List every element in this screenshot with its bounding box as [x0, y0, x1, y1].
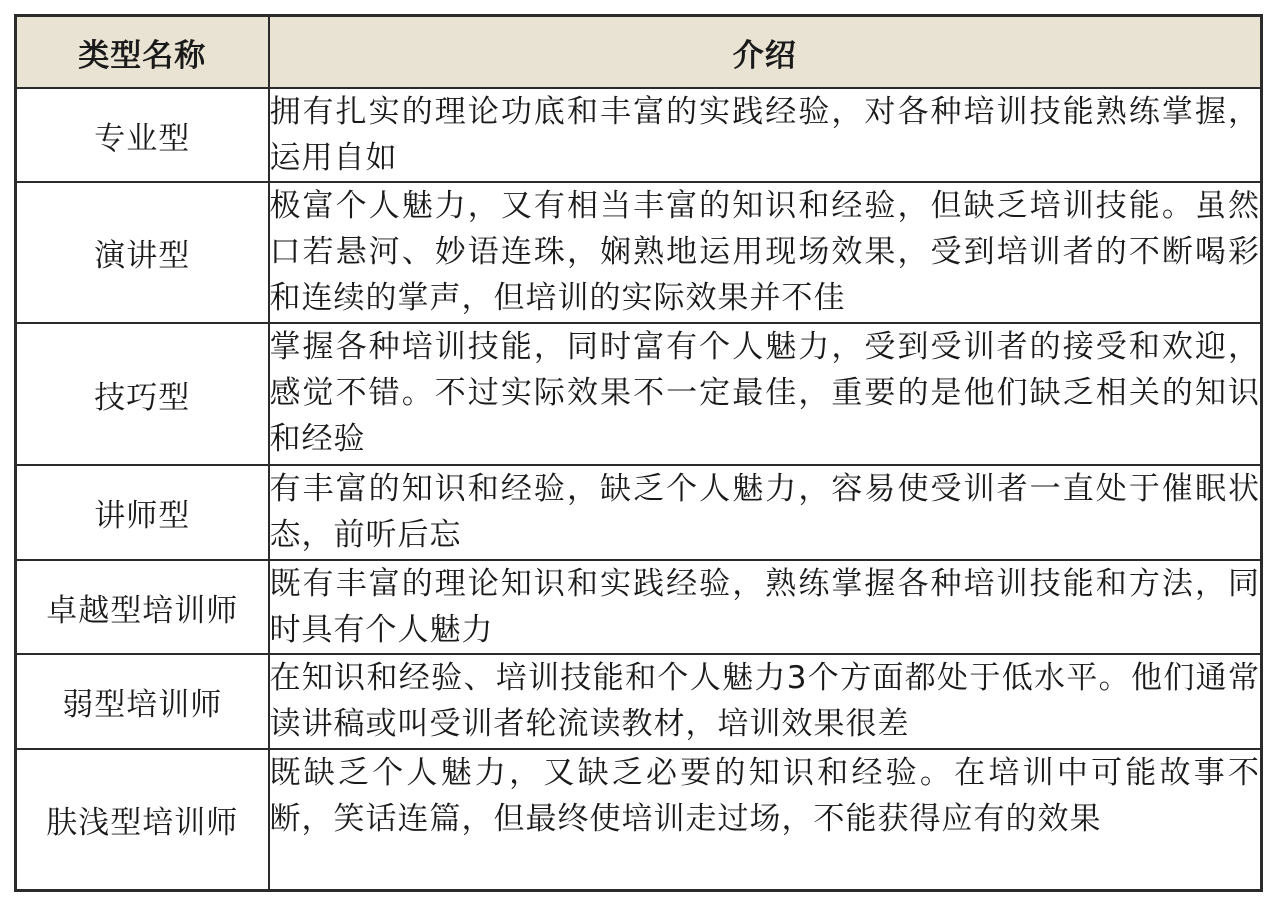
table-row: [16, 654, 1262, 749]
table-row: [16, 560, 1262, 654]
type-name-cell: 技巧型: [16, 323, 269, 465]
table-row: [16, 182, 1262, 323]
type-name-cell: 弱型培训师: [16, 654, 269, 749]
description-cell: 拥有扎实的理论功底和丰富的实践经验，对各种培训技能熟练掌握，运用自如: [269, 88, 1262, 182]
table-row: [16, 749, 1262, 890]
trainer-types-document: [14, 14, 1260, 892]
table-row: [16, 323, 1262, 465]
header-type-name: 类型名称: [16, 16, 269, 89]
header-introduction: 介绍: [269, 16, 1262, 89]
description-cell: 既有丰富的理论知识和实践经验，熟练掌握各种培训技能和方法，同时具有个人魅力: [269, 560, 1262, 654]
trainer-types-table: [14, 14, 1263, 892]
description-cell: 在知识和经验、培训技能和个人魅力3个方面都处于低水平。他们通常读讲稿或叫受训者轮流读教材，培训效果很差: [269, 654, 1262, 749]
type-name-cell: 讲师型: [16, 465, 269, 560]
type-name-cell: 肤浅型培训师: [16, 749, 269, 890]
table-row: [16, 88, 1262, 182]
type-name-cell: 卓越型培训师: [16, 560, 269, 654]
description-cell: 既缺乏个人魅力，又缺乏必要的知识和经验。在培训中可能故事不断，笑话连篇，但最终使培训走过场，不能获得应有的效果: [269, 749, 1262, 890]
description-cell: 掌握各种培训技能，同时富有个人魅力，受到受训者的接受和欢迎，感觉不错。不过实际效果不一定最佳，重要的是他们缺乏相关的知识和经验: [269, 323, 1262, 465]
description-cell: 有丰富的知识和经验，缺乏个人魅力，容易使受训者一直处于催眠状态，前听后忘: [269, 465, 1262, 560]
table-header-row: [16, 16, 1262, 89]
type-name-cell: 专业型: [16, 88, 269, 182]
table-row: [16, 465, 1262, 560]
description-cell: 极富个人魅力，又有相当丰富的知识和经验，但缺乏培训技能。虽然口若悬河、妙语连珠，娴熟地运用现场效果，受到培训者的不断喝彩和连续的掌声，但培训的实际效果并不佳: [269, 182, 1262, 323]
type-name-cell: 演讲型: [16, 182, 269, 323]
